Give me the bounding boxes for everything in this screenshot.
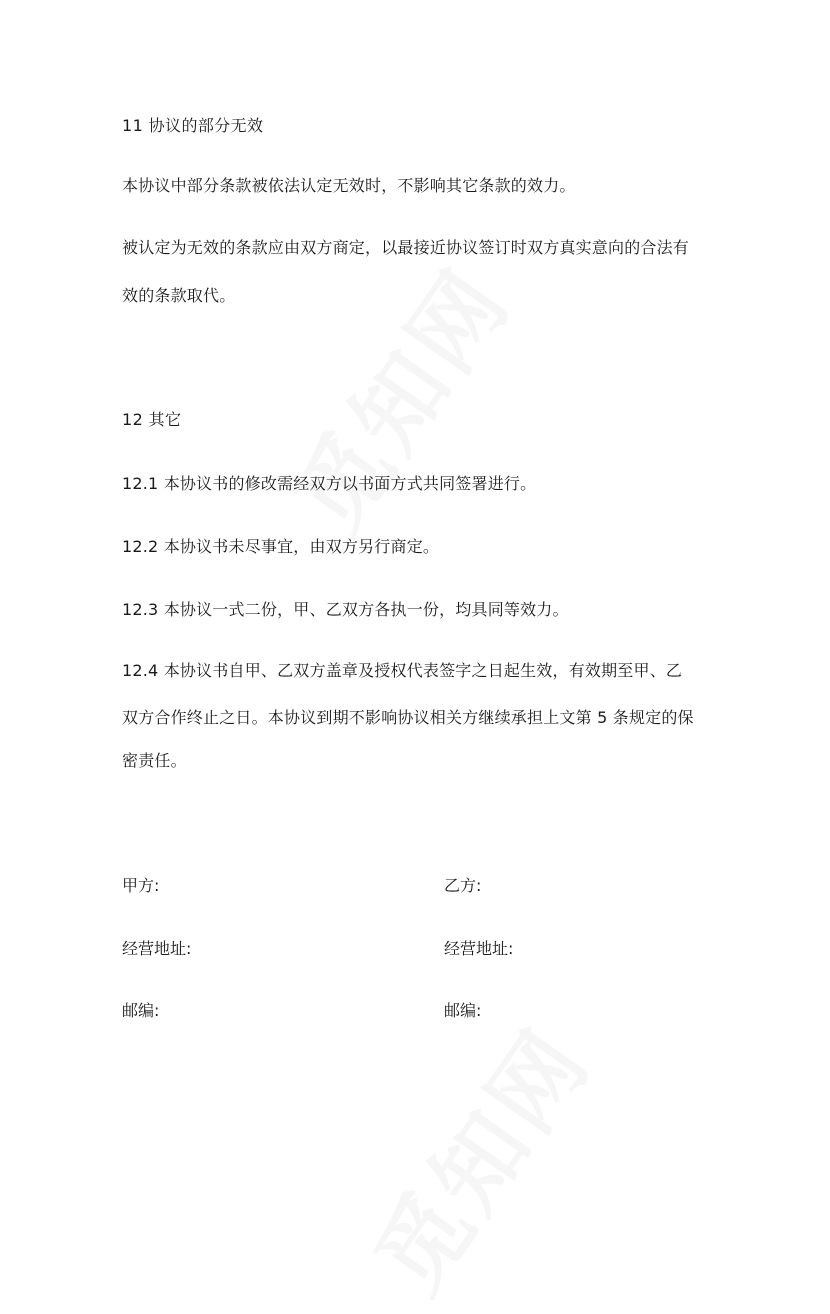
party-b-label: 乙方: — [444, 876, 482, 895]
section-12-heading: 12 其它 — [122, 410, 182, 429]
party-a-postcode-label: 邮编: — [122, 1001, 160, 1020]
party-a-label: 甲方: — [122, 876, 160, 895]
section-12-item: 12.4 本协议书自甲、乙双方盖章及授权代表签字之日起生效，有效期至甲、乙 — [122, 661, 683, 680]
section-11-paragraph: 效的条款取代。 — [122, 286, 236, 305]
watermark — [259, 238, 536, 555]
watermark — [339, 998, 616, 1314]
section-11-heading: 11 协议的部分无效 — [122, 116, 264, 135]
section-11-paragraph: 被认定为无效的条款应由双方商定，以最接近协议签订时双方真实意向的合法有 — [122, 238, 690, 257]
section-12-item: 12.3 本协议一式二份，甲、乙双方各执一份，均具同等效力。 — [122, 600, 569, 619]
party-a-address-label: 经营地址: — [122, 939, 192, 958]
section-12-item: 双方合作终止之日。本协议到期不影响协议相关方继续承担上文第 5 条规定的保 — [122, 708, 694, 727]
party-b-postcode-label: 邮编: — [444, 1001, 482, 1020]
section-12-item: 12.1 本协议书的修改需经双方以书面方式共同签署进行。 — [122, 474, 537, 493]
section-12-item: 12.2 本协议书未尽事宜，由双方另行商定。 — [122, 537, 440, 556]
section-12-item: 密责任。 — [122, 751, 187, 770]
section-11-paragraph: 本协议中部分条款被依法认定无效时，不影响其它条款的效力。 — [122, 176, 576, 195]
party-b-address-label: 经营地址: — [444, 939, 514, 958]
